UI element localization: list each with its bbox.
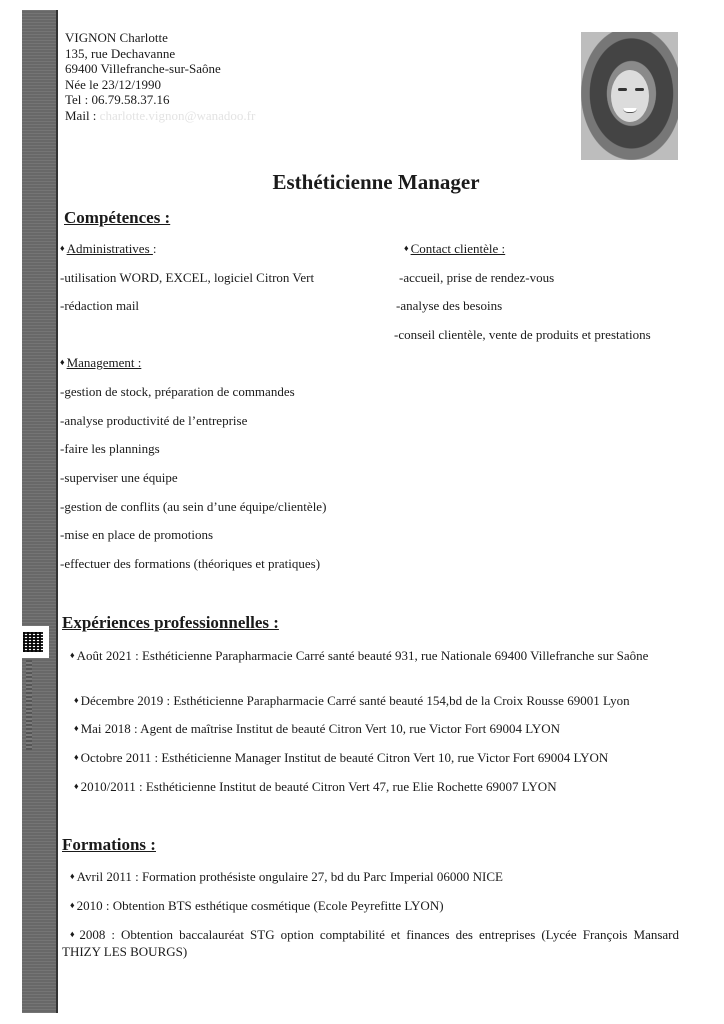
section-heading-experiences: Expériences professionnelles :: [62, 613, 279, 632]
vertical-scan-text: [26, 660, 32, 750]
skill-item: -analyse des besoins: [396, 298, 503, 313]
diamond-bullet-icon: ♦: [70, 900, 75, 910]
skill-item: -gestion de conflits (au sein d’une équipe/clientèle): [60, 499, 327, 514]
experience-item: ♦ Octobre 2011 : Esthéticienne Manager Institut de beauté Citron Vert 10, rue Victor Fort 69004 LYON: [74, 750, 609, 765]
diamond-bullet-icon: ♦: [74, 723, 79, 733]
experience-item: ♦ 2010/2011 : Esthéticienne Institut de beauté Citron Vert 47, rue Elie Rochette 69007 LYON: [74, 779, 557, 794]
candidate-name: VIGNON Charlotte: [65, 30, 168, 45]
mail-row: [65, 108, 255, 124]
diamond-bullet-icon: ♦: [404, 243, 409, 253]
formation-item: ♦ 2008 : Obtention baccalauréat STG option comptabilité et finances des entreprises (Lycée François Mansard THIZY LES BOURGS): [62, 927, 680, 959]
diamond-bullet-icon: ♦: [70, 871, 75, 881]
skill-item: -conseil clientèle, vente de produits et prestations: [394, 327, 651, 342]
skill-item: -mise en place de promotions: [60, 527, 214, 542]
address-line1: 135, rue Dechavanne: [65, 45, 176, 61]
skill-item: -utilisation WORD, EXCEL, logiciel Citron Vert: [60, 270, 315, 285]
formation-item: ♦ 2010 : Obtention BTS esthétique cosmétique (Ecole Peyrefitte LYON): [70, 898, 444, 913]
skill-item: -effectuer des formations (théoriques et pratiques): [60, 556, 321, 571]
skill-item: -gestion de stock, préparation de commandes: [60, 384, 295, 399]
diamond-bullet-icon: ♦: [70, 929, 78, 939]
skill-item: -superviser une équipe: [60, 470, 178, 485]
diamond-bullet-icon: ♦: [70, 650, 75, 660]
mail-label: Mail :: [65, 107, 97, 123]
experience-item: ♦ Décembre 2019 : Esthéticienne Parapharmacie Carré santé beauté 154,bd de la Croix Rousse 69001 Lyon: [74, 693, 630, 708]
diamond-bullet-icon: ♦: [74, 752, 79, 762]
phone: Tel : 06.79.58.37.16: [65, 92, 170, 107]
job-title: Esthéticienne Manager: [272, 170, 480, 194]
skill-item: -faire les plannings: [60, 441, 160, 456]
skill-item: -rédaction mail: [60, 298, 140, 313]
birth-date: Née le 23/12/1990: [65, 76, 162, 92]
experience-item: ♦ Août 2021 : Esthéticienne Parapharmacie Carré santé beauté 931, rue Nationale 69400 Villefranche sur Saône: [70, 648, 649, 663]
diamond-bullet-icon: ♦: [74, 695, 79, 705]
skill-item: -accueil, prise de rendez-vous: [399, 270, 555, 285]
mail-link[interactable]: charlotte.vignon@wanadoo.fr: [99, 107, 256, 123]
subheading-contact-clientele: ♦ Contact clientèle :: [404, 241, 506, 256]
scan-sidebar-strip: [22, 10, 58, 1013]
qr-code-icon: [17, 626, 49, 658]
subheading-administratives: ♦ Administratives :: [60, 241, 157, 256]
formation-item: ♦ Avril 2011 : Formation prothésiste ongulaire 27, bd du Parc Imperial 06000 NICE: [70, 869, 503, 884]
subheading-management: ♦ Management :: [60, 355, 142, 370]
section-heading-formations: Formations :: [62, 835, 156, 854]
diamond-bullet-icon: ♦: [60, 243, 65, 253]
address-line2: 69400 Villefranche-sur-Saône: [65, 61, 221, 76]
profile-photo: [581, 32, 678, 160]
diamond-bullet-icon: ♦: [74, 781, 79, 791]
diamond-bullet-icon: ♦: [60, 357, 65, 367]
experience-item: ♦ Mai 2018 : Agent de maîtrise Institut de beauté Citron Vert 10, rue Victor Fort 69004 LYON: [74, 721, 561, 736]
contact-block: [65, 30, 255, 123]
section-heading-competences: Compétences :: [64, 208, 171, 227]
skill-item: -analyse productivité de l’entreprise: [60, 413, 248, 428]
